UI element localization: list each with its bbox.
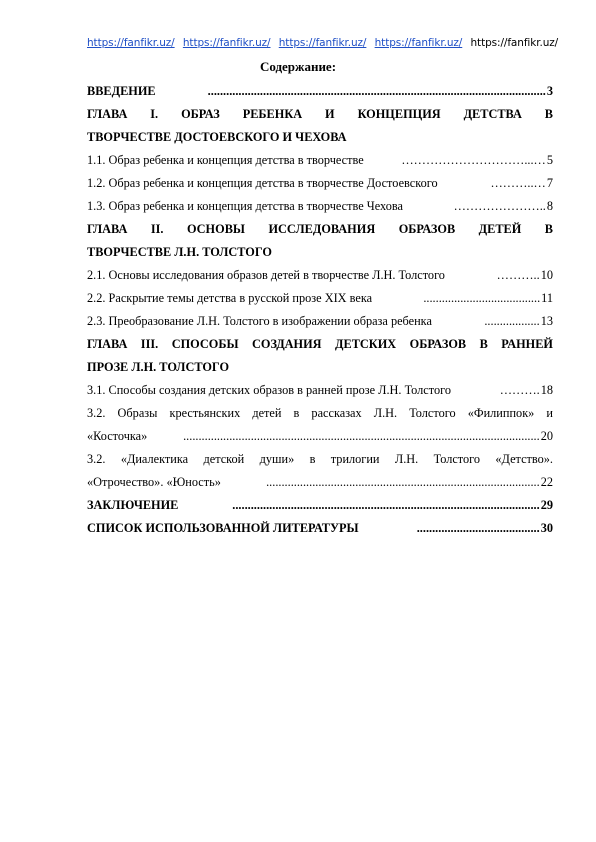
toc-chapter-3-line1[interactable]: ГЛАВА III. СПОСОБЫ СОЗДАНИЯ ДЕТСКИХ ОБРАЗОВ В РАННЕЙ (87, 337, 553, 351)
toc-label: 1.1. Образ ребенка и концепция детства в творчестве (87, 153, 364, 167)
toc-entry-1-2[interactable] (87, 172, 553, 195)
toc-page: 30 (540, 521, 553, 535)
toc-entry-3-3-line2[interactable] (87, 471, 553, 494)
toc-entry-3-2-line1[interactable]: 3.2. Образы крестьянских детей в рассказах Л.Н. Толстого «Филиппок» и (87, 406, 553, 420)
toc-entry-conclusion[interactable] (87, 494, 553, 517)
toc-label: ЗАКЛЮЧЕНИЕ (87, 498, 179, 512)
toc-entry-literature[interactable] (87, 517, 553, 540)
toc-leader: ………………….. (453, 199, 546, 213)
toc-entry-3-3-line1[interactable]: 3.2. «Диалектика детской души» в трилогии Л.Н. Толстого «Детство». (87, 452, 553, 466)
toc-leader: ...................................... (423, 291, 541, 305)
toc-page: 20 (540, 429, 553, 443)
toc-page: 29 (540, 498, 553, 512)
toc-leader: ........................................ (416, 521, 540, 535)
toc-chapter-1-line1[interactable]: ГЛАВА I. ОБРАЗ РЕБЕНКА И КОНЦЕПЦИЯ ДЕТСТВА В (87, 107, 553, 121)
toc-page: 13 (540, 314, 553, 328)
header-link[interactable]: https://fanfikr.uz/ (182, 37, 271, 49)
toc-entry-intro[interactable] (87, 80, 553, 103)
header-plain-url: https://fanfikr.uz/ (470, 37, 559, 49)
toc-label: «Косточка» (87, 429, 148, 443)
toc-entry-3-2-line2[interactable] (87, 425, 553, 448)
toc-label: «Отрочество». «Юность» (87, 475, 221, 489)
toc-label: ВВЕДЕНИЕ (87, 84, 156, 98)
toc-leader: ………. (499, 383, 540, 397)
toc-label: ТВОРЧЕСТВЕ ДОСТОЕВСКОГО И ЧЕХОВА (87, 130, 347, 144)
toc-chapter-2-line2[interactable] (87, 241, 553, 264)
toc-label: 1.2. Образ ребенка и концепция детства в творчестве Достоевского (87, 176, 438, 190)
toc-leader: .................. (484, 314, 540, 328)
toc-chapter-1-line2[interactable] (87, 126, 553, 149)
toc-label: 2.1. Основы исследования образов детей в творчестве Л.Н. Толстого (87, 268, 445, 282)
table-of-contents (87, 80, 553, 540)
toc-page: 22 (540, 475, 553, 489)
toc-leader: …………………………...… (401, 153, 546, 167)
page-title: Содержание: (259, 59, 337, 74)
toc-page: 10 (540, 268, 553, 282)
toc-label: 3.1. Способы создания детских образов в ранней прозе Л.Н. Толстого (87, 383, 451, 397)
toc-label: 1.3. Образ ребенка и концепция детства в творчестве Чехова (87, 199, 403, 213)
toc-page: 7 (546, 176, 553, 190)
toc-leader: .................................................................................................................... (183, 429, 540, 443)
toc-leader: ……….. (496, 268, 540, 282)
toc-leader: ......................................................................................... (266, 475, 540, 489)
toc-page: 18 (540, 383, 553, 397)
toc-chapter-3-line2[interactable] (87, 356, 553, 379)
header-links (87, 37, 567, 49)
header-link[interactable]: https://fanfikr.uz/ (374, 37, 463, 49)
toc-page: 5 (546, 153, 553, 167)
toc-page: 11 (541, 291, 553, 305)
toc-entry-2-2[interactable] (87, 287, 553, 310)
header-link[interactable]: https://fanfikr.uz/ (87, 37, 175, 49)
toc-label: ПРОЗЕ Л.Н. ТОЛСТОГО (87, 360, 230, 374)
toc-label: ТВОРЧЕСТВЕ Л.Н. ТОЛСТОГО (87, 245, 272, 259)
toc-leader: .................................................................................................... (232, 498, 540, 512)
toc-label: 2.2. Раскрытие темы детства в русской прозе XIX века (87, 291, 373, 305)
toc-entry-1-1[interactable] (87, 149, 553, 172)
toc-entry-2-3[interactable] (87, 310, 553, 333)
toc-chapter-2-line1[interactable]: ГЛАВА II. ОСНОВЫ ИССЛЕДОВАНИЯ ОБРАЗОВ ДЕТЕЙ В (87, 222, 553, 236)
toc-page: 3 (546, 84, 553, 98)
toc-label: 2.3. Преобразование Л.Н. Толстого в изображении образа ребенка (87, 314, 432, 328)
toc-label: СПИСОК ИСПОЛЬЗОВАННОЙ ЛИТЕРАТУРЫ (87, 521, 359, 535)
toc-leader: ………..… (490, 176, 546, 190)
toc-entry-1-3[interactable] (87, 195, 553, 218)
header-link[interactable]: https://fanfikr.uz/ (278, 37, 367, 49)
toc-leader: .............................................................................................................. (207, 84, 546, 98)
toc-entry-3-1[interactable] (87, 379, 553, 402)
toc-page: 8 (546, 199, 553, 213)
toc-entry-2-1[interactable] (87, 264, 553, 287)
